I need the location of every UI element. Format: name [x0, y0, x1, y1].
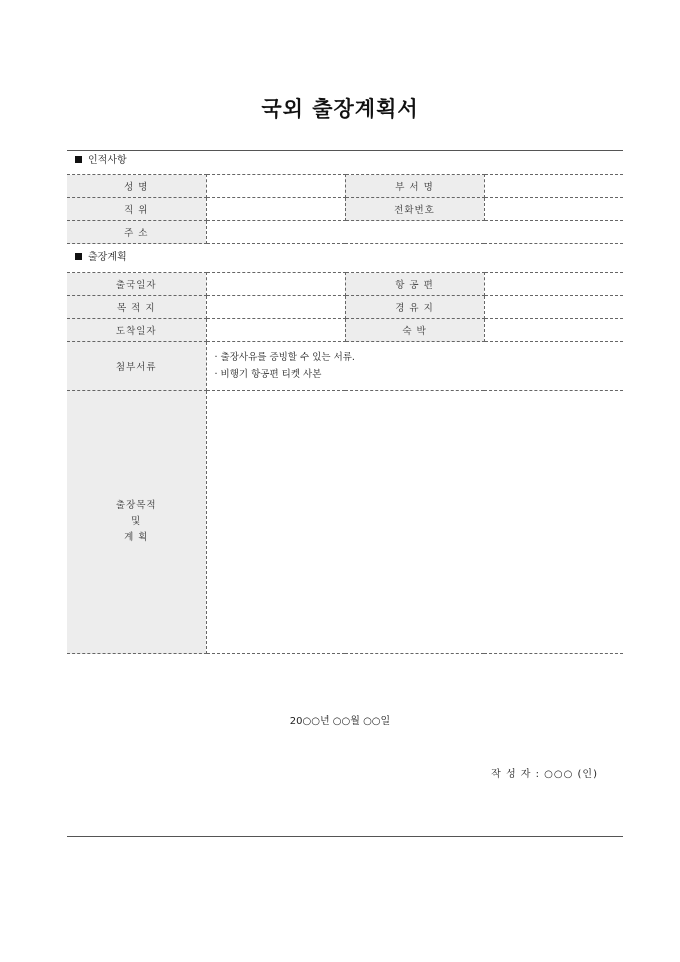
- purpose-label-line-1: 출장목적: [115, 500, 157, 511]
- phone-label: 전화번호: [345, 198, 484, 221]
- square-bullet-icon: [75, 156, 82, 163]
- address-label: 주 소: [67, 221, 206, 244]
- attachments-label: 첨부서류: [67, 342, 206, 391]
- table-row: [67, 175, 623, 198]
- position-field[interactable]: [206, 198, 345, 221]
- attachment-item: · 비행기 항공편 티켓 사본: [214, 369, 322, 380]
- bottom-rule: [67, 836, 623, 837]
- lodging-label: 숙 박: [345, 319, 484, 342]
- table-row: [67, 221, 623, 244]
- document-title: 국외 출장계획서: [261, 97, 419, 121]
- name-field[interactable]: [206, 175, 345, 198]
- document-date: 20○○년 ○○월 ○○일: [289, 716, 391, 727]
- lodging-field[interactable]: [484, 319, 623, 342]
- section-personal-heading: [75, 151, 127, 171]
- department-field[interactable]: [484, 175, 623, 198]
- attachment-item: · 출장사유를 증빙할 수 있는 서류.: [214, 352, 355, 363]
- table-row: [67, 342, 623, 391]
- transit-field[interactable]: [484, 296, 623, 319]
- department-label: 부 서 명: [345, 175, 484, 198]
- purpose-label-line-2: 및: [131, 516, 142, 527]
- purpose-label: [67, 391, 206, 654]
- table-row: [67, 198, 623, 221]
- flight-field[interactable]: [484, 273, 623, 296]
- section-plan-label: 출장계획: [88, 252, 127, 263]
- square-bullet-icon: [75, 253, 82, 260]
- address-field[interactable]: [206, 221, 623, 244]
- section-plan-heading: [75, 248, 127, 268]
- writer-signature: 작 성 자 : ○○○ (인): [491, 769, 598, 780]
- position-label: 직 위: [67, 198, 206, 221]
- personal-info-table: [67, 174, 623, 244]
- purpose-label-line-3: 계 획: [124, 532, 149, 543]
- departure-date-label: 출국일자: [67, 273, 206, 296]
- arrival-date-field[interactable]: [206, 319, 345, 342]
- arrival-date-label: 도착일자: [67, 319, 206, 342]
- phone-field[interactable]: [484, 198, 623, 221]
- attachments-field[interactable]: [206, 342, 623, 391]
- departure-date-field[interactable]: [206, 273, 345, 296]
- table-row: [67, 319, 623, 342]
- table-row: [67, 296, 623, 319]
- section-personal-label: 인적사항: [88, 155, 127, 166]
- table-row: [67, 391, 623, 654]
- purpose-field[interactable]: [206, 391, 623, 654]
- trip-plan-table: [67, 272, 623, 654]
- table-row: [67, 273, 623, 296]
- name-label: 성 명: [67, 175, 206, 198]
- flight-label: 항 공 편: [345, 273, 484, 296]
- transit-label: 경 유 지: [345, 296, 484, 319]
- top-rule: [67, 150, 623, 151]
- destination-field[interactable]: [206, 296, 345, 319]
- destination-label: 목 적 지: [67, 296, 206, 319]
